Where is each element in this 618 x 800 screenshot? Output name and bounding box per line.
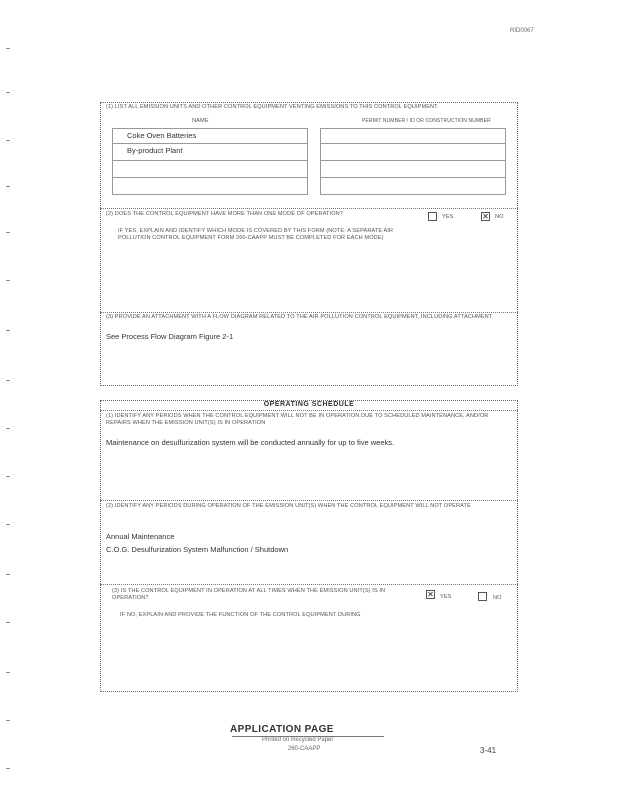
operating-schedule-header: OPERATING SCHEDULE — [263, 401, 355, 408]
id-column-header: PERMIT NUMBER / ID OR CONSTRUCTION NUMBER — [362, 118, 491, 124]
always-operating-no-checkbox[interactable] — [478, 592, 487, 601]
section-b-note: IF YES, EXPLAIN AND IDENTIFY WHICH MODE IS COVERED BY THIS FORM (NOTE: A SEPARATE AIR POLLUTION CONTROL EQUIPMENT FORM 260-CAAPP MUST BE COMPLETED FOR EACH MODE) — [118, 228, 394, 241]
document-id: RID0067 — [510, 28, 534, 34]
id-field[interactable] — [320, 178, 506, 195]
mode-yes-checkbox[interactable] — [428, 212, 437, 221]
id-field[interactable] — [320, 144, 506, 161]
nonoperation-answer-line[interactable]: Annual Maintenance — [106, 532, 175, 541]
divider — [100, 584, 518, 585]
mode-yes-label: YES — [442, 214, 454, 220]
recycled-paper-note: Printed on Recycled Paper — [262, 737, 334, 743]
name-field[interactable]: Coke Oven Batteries — [112, 128, 308, 144]
section-b-question: (2) DOES THE CONTROL EQUIPMENT HAVE MORE THAN ONE MODE OF OPERATION? — [106, 211, 343, 217]
id-column — [320, 128, 506, 195]
x-mark-icon: ✕ — [482, 211, 489, 221]
always-operating-no-label: NO — [493, 595, 502, 601]
operating-q3: (3) IS THE CONTROL EQUIPMENT IN OPERATION AT ALL TIMES WHEN THE EMISSION UNIT(S) IS IN OPERATION? — [112, 588, 386, 601]
page-number: 3-41 — [480, 746, 497, 755]
flow-diagram-answer[interactable]: See Process Flow Diagram Figure 2-1 — [106, 332, 234, 341]
name-field[interactable] — [112, 178, 308, 195]
application-page-title: APPLICATION PAGE — [230, 724, 334, 735]
operating-q3-note: IF NO, EXPLAIN AND PROVIDE THE FUNCTION OF THE CONTROL EQUIPMENT DURING — [120, 612, 361, 618]
nonoperation-answer-line[interactable]: C.O.G. Desulfurization System Malfunction / Shutdown — [106, 545, 289, 554]
maintenance-answer[interactable]: Maintenance on desulfurization system will be conducted annually for up to five weeks. — [106, 438, 395, 447]
name-field[interactable] — [112, 161, 308, 178]
operating-q1: (1) IDENTIFY ANY PERIODS WHEN THE CONTROL EQUIPMENT WILL NOT BE IN OPERATION DUE TO SCHEDULED MAINTENANCE, AND/OR REPAIRS WHEN THE EMISSION UNIT(S) IS IN OPERATION — [106, 413, 489, 426]
mode-no-checkbox[interactable] — [481, 212, 490, 221]
name-column — [112, 128, 308, 195]
id-field[interactable] — [320, 128, 506, 144]
section-a-question: (1) LIST ALL EMISSION UNITS AND OTHER CONTROL EQUIPMENT VENTING EMISSIONS TO THIS CONTROL EQUIPMENT. — [106, 104, 439, 110]
divider — [100, 208, 518, 209]
x-mark-icon: ✕ — [427, 589, 434, 599]
form-number: 260-CAAPP — [288, 746, 321, 752]
section-c-question: (3) PROVIDE AN ATTACHMENT WITH A FLOW DIAGRAM RELATED TO THE AIR POLLUTION CONTROL EQUIPMENT, INCLUDING ATTACHMENT — [106, 314, 493, 320]
id-field[interactable] — [320, 161, 506, 178]
name-column-header: NAME — [192, 118, 209, 124]
mode-no-label: NO — [495, 214, 504, 220]
always-operating-yes-checkbox[interactable] — [426, 590, 435, 599]
divider — [100, 312, 518, 313]
name-field[interactable]: By-product Plant — [112, 144, 308, 161]
operating-q2: (2) IDENTIFY ANY PERIODS DURING OPERATION OF THE EMISSION UNIT(S) WHEN THE CONTROL EQUIPMENT WILL NOT OPERATE — [106, 503, 471, 509]
always-operating-yes-label: YES — [440, 594, 452, 600]
divider — [100, 410, 518, 411]
divider — [100, 500, 518, 501]
